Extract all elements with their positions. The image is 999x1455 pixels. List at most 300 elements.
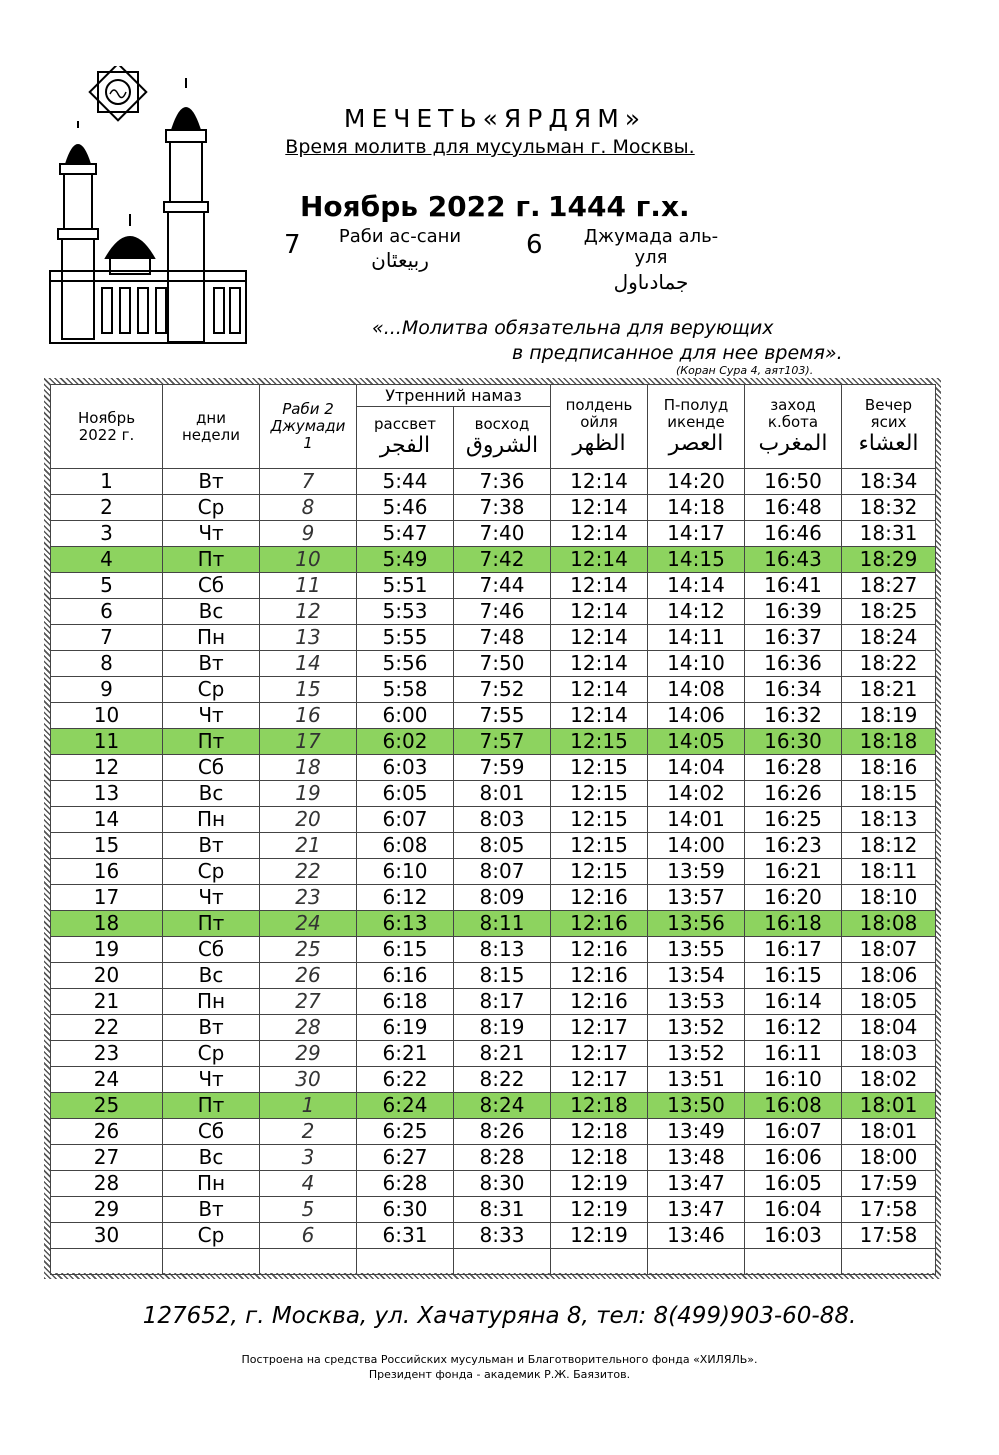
cell-asr: 13:47 <box>648 1171 745 1197</box>
cell-dhuhr: 12:16 <box>551 937 648 963</box>
cell-asr: 13:55 <box>648 937 745 963</box>
cell-fajr: 6:10 <box>357 859 454 885</box>
cell-weekday: Вт <box>163 1197 260 1223</box>
cell-maghrib: 16:50 <box>745 469 842 495</box>
hijri-month-2-name: Джумада аль-уля <box>583 226 719 268</box>
cell-sunrise: 8:11 <box>454 911 551 937</box>
cell-asr: 14:18 <box>648 495 745 521</box>
cell-sunrise: 8:24 <box>454 1093 551 1119</box>
cell-dhuhr: 12:15 <box>551 729 648 755</box>
cell-day: 4 <box>51 547 163 573</box>
cell-asr: 14:01 <box>648 807 745 833</box>
cell-day: 13 <box>51 781 163 807</box>
cell-day: 24 <box>51 1067 163 1093</box>
cell-asr: 14:14 <box>648 573 745 599</box>
cell-fajr: 5:51 <box>357 573 454 599</box>
cell-day: 10 <box>51 703 163 729</box>
cell-empty <box>51 1249 163 1275</box>
cell-isha: 18:19 <box>842 703 936 729</box>
cell-asr: 13:59 <box>648 859 745 885</box>
cell-dhuhr: 12:19 <box>551 1223 648 1249</box>
footer-line-2: Президент фонда - академик Р.Ж. Баязитов. <box>368 1368 631 1381</box>
table-row <box>51 807 936 833</box>
cell-day: 7 <box>51 625 163 651</box>
cell-sunrise: 8:19 <box>454 1015 551 1041</box>
cell-hijri: 24 <box>260 911 357 937</box>
cell-asr: 13:48 <box>648 1145 745 1171</box>
cell-hijri: 9 <box>260 521 357 547</box>
cell-day: 17 <box>51 885 163 911</box>
cell-sunrise: 7:38 <box>454 495 551 521</box>
month-label: Ноябрь 2022 г. <box>300 190 541 223</box>
cell-hijri: 13 <box>260 625 357 651</box>
cell-weekday: Вт <box>163 833 260 859</box>
cell-weekday: Пт <box>163 911 260 937</box>
cell-fajr: 6:19 <box>357 1015 454 1041</box>
cell-dhuhr: 12:14 <box>551 469 648 495</box>
cell-weekday: Пн <box>163 807 260 833</box>
cell-weekday: Вс <box>163 1145 260 1171</box>
cell-dhuhr: 12:14 <box>551 573 648 599</box>
cell-maghrib: 16:43 <box>745 547 842 573</box>
cell-maghrib: 16:23 <box>745 833 842 859</box>
cell-isha: 18:24 <box>842 625 936 651</box>
cell-hijri: 8 <box>260 495 357 521</box>
cell-maghrib: 16:26 <box>745 781 842 807</box>
cell-day: 21 <box>51 989 163 1015</box>
cell-maghrib: 16:34 <box>745 677 842 703</box>
cell-hijri: 2 <box>260 1119 357 1145</box>
cell-isha: 18:13 <box>842 807 936 833</box>
cell-maghrib: 16:32 <box>745 703 842 729</box>
cell-sunrise: 7:42 <box>454 547 551 573</box>
cell-fajr: 6:05 <box>357 781 454 807</box>
cell-dhuhr: 12:19 <box>551 1171 648 1197</box>
cell-hijri: 16 <box>260 703 357 729</box>
table-row <box>51 1015 936 1041</box>
cell-fajr: 5:47 <box>357 521 454 547</box>
cell-hijri: 27 <box>260 989 357 1015</box>
cell-fajr: 6:27 <box>357 1145 454 1171</box>
cell-maghrib: 16:28 <box>745 755 842 781</box>
cell-fajr: 5:58 <box>357 677 454 703</box>
table-row <box>51 677 936 703</box>
cell-hijri: 19 <box>260 781 357 807</box>
cell-day: 8 <box>51 651 163 677</box>
cell-isha: 18:01 <box>842 1093 936 1119</box>
cell-isha: 18:02 <box>842 1067 936 1093</box>
cell-day: 3 <box>51 521 163 547</box>
cell-dhuhr: 12:14 <box>551 703 648 729</box>
cell-hijri: 11 <box>260 573 357 599</box>
cell-fajr: 6:31 <box>357 1223 454 1249</box>
table-row <box>51 963 936 989</box>
cell-day: 26 <box>51 1119 163 1145</box>
hijri-month-2-start-day: 6 <box>526 230 543 260</box>
cell-isha: 18:25 <box>842 599 936 625</box>
cell-weekday: Чт <box>163 703 260 729</box>
table-row <box>51 469 936 495</box>
quote-source: (Коран Сура 4, аят103). <box>676 364 814 377</box>
cell-fajr: 6:30 <box>357 1197 454 1223</box>
cell-dhuhr: 12:18 <box>551 1093 648 1119</box>
cell-hijri: 5 <box>260 1197 357 1223</box>
table-row <box>51 703 936 729</box>
cell-hijri: 7 <box>260 469 357 495</box>
cell-weekday: Пн <box>163 625 260 651</box>
cell-maghrib: 16:39 <box>745 599 842 625</box>
cell-asr: 14:08 <box>648 677 745 703</box>
cell-fajr: 6:24 <box>357 1093 454 1119</box>
cell-maghrib: 16:25 <box>745 807 842 833</box>
cell-sunrise: 8:33 <box>454 1223 551 1249</box>
header-sunrise: восход الشروق <box>454 407 551 469</box>
cell-fajr: 5:46 <box>357 495 454 521</box>
cell-isha: 18:32 <box>842 495 936 521</box>
cell-isha: 18:31 <box>842 521 936 547</box>
cell-day: 19 <box>51 937 163 963</box>
cell-isha: 18:06 <box>842 963 936 989</box>
cell-dhuhr: 12:15 <box>551 859 648 885</box>
cell-fajr: 5:49 <box>357 547 454 573</box>
table-row <box>51 573 936 599</box>
cell-weekday: Вс <box>163 599 260 625</box>
quote-line-2: в предписанное для нее время». <box>512 342 843 364</box>
cell-isha: 18:27 <box>842 573 936 599</box>
cell-asr: 13:51 <box>648 1067 745 1093</box>
cell-sunrise: 7:36 <box>454 469 551 495</box>
cell-isha: 18:03 <box>842 1041 936 1067</box>
cell-weekday: Вт <box>163 1015 260 1041</box>
cell-asr: 14:12 <box>648 599 745 625</box>
cell-day: 1 <box>51 469 163 495</box>
cell-sunrise: 7:50 <box>454 651 551 677</box>
cell-weekday: Ср <box>163 1223 260 1249</box>
table-row <box>51 1197 936 1223</box>
schedule-table-frame <box>44 378 941 1279</box>
table-row-empty <box>51 1249 936 1275</box>
cell-weekday: Пт <box>163 729 260 755</box>
cell-asr: 14:00 <box>648 833 745 859</box>
cell-empty <box>745 1249 842 1275</box>
cell-day: 2 <box>51 495 163 521</box>
cell-dhuhr: 12:14 <box>551 677 648 703</box>
table-row <box>51 521 936 547</box>
cell-asr: 14:06 <box>648 703 745 729</box>
footer-line-1: Построена на средства Российских мусульман и Благотворительного фонда «ХИЛЯЛЬ». <box>241 1353 758 1366</box>
table-row <box>51 833 936 859</box>
cell-maghrib: 16:10 <box>745 1067 842 1093</box>
cell-fajr: 6:16 <box>357 963 454 989</box>
cell-maghrib: 16:17 <box>745 937 842 963</box>
cell-maghrib: 16:12 <box>745 1015 842 1041</box>
cell-day: 14 <box>51 807 163 833</box>
header-dhuhr: полдень ойля الظهر <box>551 385 648 469</box>
cell-dhuhr: 12:17 <box>551 1041 648 1067</box>
cell-dhuhr: 12:17 <box>551 1067 648 1093</box>
hijri-month-1-start-day: 7 <box>284 230 301 260</box>
header-maghrib: заход к.бота المغرب <box>745 385 842 469</box>
cell-empty <box>551 1249 648 1275</box>
cell-fajr: 6:12 <box>357 885 454 911</box>
cell-sunrise: 8:07 <box>454 859 551 885</box>
cell-isha: 18:15 <box>842 781 936 807</box>
cell-asr: 13:53 <box>648 989 745 1015</box>
cell-asr: 14:17 <box>648 521 745 547</box>
cell-asr: 13:47 <box>648 1197 745 1223</box>
cell-asr: 14:04 <box>648 755 745 781</box>
cell-isha: 18:08 <box>842 911 936 937</box>
header-hijri-day: Раби 2 Джумади 1 <box>260 385 357 469</box>
cell-asr: 13:52 <box>648 1041 745 1067</box>
cell-sunrise: 7:52 <box>454 677 551 703</box>
cell-weekday: Пт <box>163 547 260 573</box>
cell-weekday: Сб <box>163 573 260 599</box>
cell-dhuhr: 12:16 <box>551 963 648 989</box>
cell-asr: 13:50 <box>648 1093 745 1119</box>
table-row <box>51 885 936 911</box>
cell-hijri: 21 <box>260 833 357 859</box>
hijri-month-2-arabic: جمادىاول <box>613 270 689 294</box>
cell-fajr: 5:55 <box>357 625 454 651</box>
cell-day: 28 <box>51 1171 163 1197</box>
cell-weekday: Пн <box>163 989 260 1015</box>
header-morning-group: Утренний намаз <box>357 385 551 407</box>
cell-isha: 18:16 <box>842 755 936 781</box>
cell-maghrib: 16:06 <box>745 1145 842 1171</box>
subtitle: Время молитв для мусульман г. Москвы. <box>285 136 695 158</box>
cell-weekday: Чт <box>163 1067 260 1093</box>
cell-dhuhr: 12:14 <box>551 521 648 547</box>
cell-isha: 18:29 <box>842 547 936 573</box>
cell-day: 22 <box>51 1015 163 1041</box>
cell-dhuhr: 12:15 <box>551 781 648 807</box>
cell-day: 27 <box>51 1145 163 1171</box>
table-row <box>51 495 936 521</box>
cell-asr: 14:15 <box>648 547 745 573</box>
table-row <box>51 599 936 625</box>
cell-maghrib: 16:04 <box>745 1197 842 1223</box>
cell-sunrise: 8:28 <box>454 1145 551 1171</box>
cell-sunrise: 8:22 <box>454 1067 551 1093</box>
cell-hijri: 17 <box>260 729 357 755</box>
cell-weekday: Ср <box>163 495 260 521</box>
cell-hijri: 3 <box>260 1145 357 1171</box>
cell-day: 20 <box>51 963 163 989</box>
cell-dhuhr: 12:14 <box>551 495 648 521</box>
cell-dhuhr: 12:14 <box>551 651 648 677</box>
cell-hijri: 6 <box>260 1223 357 1249</box>
table-row <box>51 1067 936 1093</box>
cell-maghrib: 16:08 <box>745 1093 842 1119</box>
cell-weekday: Вс <box>163 781 260 807</box>
cell-isha: 18:21 <box>842 677 936 703</box>
cell-dhuhr: 12:19 <box>551 1197 648 1223</box>
cell-asr: 14:11 <box>648 625 745 651</box>
cell-day: 23 <box>51 1041 163 1067</box>
table-row <box>51 1041 936 1067</box>
cell-isha: 17:59 <box>842 1171 936 1197</box>
cell-sunrise: 8:03 <box>454 807 551 833</box>
cell-maghrib: 16:05 <box>745 1171 842 1197</box>
cell-fajr: 6:22 <box>357 1067 454 1093</box>
header-isha: Вечер ясих العشاء <box>842 385 936 469</box>
cell-weekday: Чт <box>163 521 260 547</box>
cell-empty <box>842 1249 936 1275</box>
table-row <box>51 625 936 651</box>
cell-isha: 17:58 <box>842 1197 936 1223</box>
cell-maghrib: 16:11 <box>745 1041 842 1067</box>
cell-asr: 13:46 <box>648 1223 745 1249</box>
cell-hijri: 28 <box>260 1015 357 1041</box>
cell-hijri: 12 <box>260 599 357 625</box>
cell-sunrise: 7:44 <box>454 573 551 599</box>
star-emblem-icon <box>90 66 147 120</box>
cell-day: 9 <box>51 677 163 703</box>
cell-hijri: 10 <box>260 547 357 573</box>
table-row <box>51 859 936 885</box>
cell-maghrib: 16:18 <box>745 911 842 937</box>
cell-dhuhr: 12:18 <box>551 1145 648 1171</box>
header-day: Ноябрь 2022 г. <box>51 385 163 469</box>
cell-dhuhr: 12:16 <box>551 989 648 1015</box>
cell-empty <box>260 1249 357 1275</box>
cell-weekday: Ср <box>163 677 260 703</box>
cell-weekday: Ср <box>163 859 260 885</box>
table-row <box>51 989 936 1015</box>
table-row <box>51 937 936 963</box>
cell-sunrise: 8:21 <box>454 1041 551 1067</box>
cell-weekday: Вт <box>163 651 260 677</box>
cell-fajr: 6:21 <box>357 1041 454 1067</box>
address: 127652, г. Москва, ул. Хачатуряна 8, тел: 8(499)903-60-88. <box>142 1303 857 1329</box>
cell-hijri: 18 <box>260 755 357 781</box>
cell-maghrib: 16:14 <box>745 989 842 1015</box>
cell-empty <box>454 1249 551 1275</box>
cell-empty <box>648 1249 745 1275</box>
cell-day: 16 <box>51 859 163 885</box>
cell-sunrise: 7:48 <box>454 625 551 651</box>
cell-weekday: Чт <box>163 885 260 911</box>
table-row <box>51 1119 936 1145</box>
cell-maghrib: 16:03 <box>745 1223 842 1249</box>
cell-hijri: 30 <box>260 1067 357 1093</box>
cell-isha: 18:22 <box>842 651 936 677</box>
cell-dhuhr: 12:18 <box>551 1119 648 1145</box>
cell-isha: 18:00 <box>842 1145 936 1171</box>
table-row <box>51 911 936 937</box>
cell-sunrise: 7:55 <box>454 703 551 729</box>
cell-weekday: Сб <box>163 937 260 963</box>
cell-hijri: 15 <box>260 677 357 703</box>
cell-fajr: 6:00 <box>357 703 454 729</box>
cell-dhuhr: 12:14 <box>551 625 648 651</box>
cell-isha: 18:05 <box>842 989 936 1015</box>
cell-maghrib: 16:41 <box>745 573 842 599</box>
cell-hijri: 4 <box>260 1171 357 1197</box>
cell-maghrib: 16:21 <box>745 859 842 885</box>
cell-sunrise: 8:05 <box>454 833 551 859</box>
cell-isha: 18:04 <box>842 1015 936 1041</box>
cell-day: 11 <box>51 729 163 755</box>
table-row <box>51 1171 936 1197</box>
cell-sunrise: 7:46 <box>454 599 551 625</box>
cell-maghrib: 16:07 <box>745 1119 842 1145</box>
cell-weekday: Ср <box>163 1041 260 1067</box>
cell-fajr: 6:08 <box>357 833 454 859</box>
cell-dhuhr: 12:17 <box>551 1015 648 1041</box>
quote-line-1: «...Молитва обязательна для верующих <box>372 317 774 339</box>
cell-dhuhr: 12:15 <box>551 807 648 833</box>
table-row <box>51 651 936 677</box>
cell-maghrib: 16:36 <box>745 651 842 677</box>
cell-asr: 13:52 <box>648 1015 745 1041</box>
cell-sunrise: 8:13 <box>454 937 551 963</box>
cell-hijri: 20 <box>260 807 357 833</box>
cell-hijri: 14 <box>260 651 357 677</box>
cell-sunrise: 8:17 <box>454 989 551 1015</box>
cell-day: 6 <box>51 599 163 625</box>
cell-dhuhr: 12:16 <box>551 885 648 911</box>
cell-asr: 13:56 <box>648 911 745 937</box>
cell-hijri: 26 <box>260 963 357 989</box>
cell-sunrise: 7:57 <box>454 729 551 755</box>
table-row <box>51 1145 936 1171</box>
hijri-year: 1444 г.х. <box>548 190 690 223</box>
cell-asr: 13:49 <box>648 1119 745 1145</box>
mosque-title: МЕЧЕТЬ«ЯРДЯМ» <box>343 104 647 133</box>
cell-day: 30 <box>51 1223 163 1249</box>
cell-asr: 14:10 <box>648 651 745 677</box>
cell-weekday: Пн <box>163 1171 260 1197</box>
cell-asr: 14:05 <box>648 729 745 755</box>
cell-fajr: 5:53 <box>357 599 454 625</box>
cell-weekday: Сб <box>163 1119 260 1145</box>
cell-isha: 18:18 <box>842 729 936 755</box>
cell-asr: 13:54 <box>648 963 745 989</box>
cell-day: 5 <box>51 573 163 599</box>
cell-weekday: Вс <box>163 963 260 989</box>
cell-isha: 18:11 <box>842 859 936 885</box>
cell-fajr: 6:25 <box>357 1119 454 1145</box>
cell-dhuhr: 12:16 <box>551 911 648 937</box>
table-row <box>51 1093 936 1119</box>
cell-weekday: Сб <box>163 755 260 781</box>
cell-fajr: 5:44 <box>357 469 454 495</box>
cell-fajr: 5:56 <box>357 651 454 677</box>
mosque-logo-drawing <box>48 66 248 346</box>
cell-isha: 17:58 <box>842 1223 936 1249</box>
cell-sunrise: 8:30 <box>454 1171 551 1197</box>
cell-isha: 18:07 <box>842 937 936 963</box>
cell-hijri: 25 <box>260 937 357 963</box>
cell-sunrise: 7:40 <box>454 521 551 547</box>
cell-day: 29 <box>51 1197 163 1223</box>
cell-empty <box>163 1249 260 1275</box>
cell-sunrise: 7:59 <box>454 755 551 781</box>
cell-day: 12 <box>51 755 163 781</box>
cell-sunrise: 8:09 <box>454 885 551 911</box>
table-row <box>51 547 936 573</box>
cell-fajr: 6:28 <box>357 1171 454 1197</box>
cell-asr: 14:20 <box>648 469 745 495</box>
prayer-schedule-table <box>50 384 936 1275</box>
cell-fajr: 6:13 <box>357 911 454 937</box>
cell-maghrib: 16:30 <box>745 729 842 755</box>
cell-fajr: 6:15 <box>357 937 454 963</box>
cell-maghrib: 16:15 <box>745 963 842 989</box>
cell-isha: 18:34 <box>842 469 936 495</box>
